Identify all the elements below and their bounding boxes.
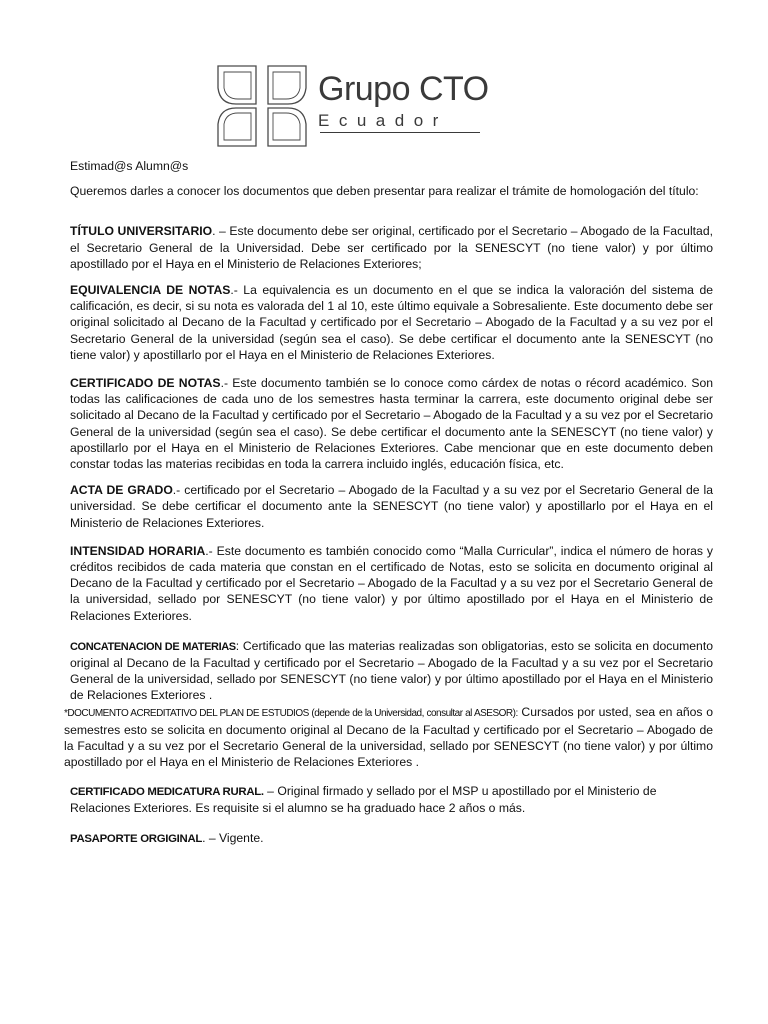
section-acta-grado (70, 482, 713, 531)
logo-title: Grupo CTO (318, 70, 489, 108)
section-certificado-notas (70, 375, 713, 472)
greeting: Estimad@s Alumn@s (70, 159, 189, 173)
logo-underline (320, 132, 480, 133)
letter-body (64, 158, 714, 847)
section-heading: *DOCUMENTO ACREDITATIVO DEL PLAN DE ESTUDIOS (depende de la Universidad, consultar al ASESOR): (64, 707, 518, 719)
section-intensidad-horaria (70, 543, 713, 624)
section-heading: INTENSIDAD HORARIA (70, 543, 206, 558)
section-text: .- Este documento también se lo conoce como cárdex de notas o récord académico. Son todas las calificaciones de cada uno de los semestres hasta terminar la carrera, este documento original debe ser solicitado al Decano de la Facultad y certificado por el Secretario – Abogado de la Facultad y a su vez por el Secretario General de la universidad (según sea el caso). Se debe certificar el documento ante la SENESCYT (no tiene valor) y apostillarlo por el Haya en el Ministerio de Relaciones Exteriores. Cabe mencionar que en este documento deben constar todas las materias recibidas en toda la carrera incluido inglés, educación física, etc. (70, 376, 713, 472)
section-text: .- La equivalencia es un documento en el que se indica la valoración del sistema de calificación, es decir, si su nota es valorada del 1 al 10, este último equivale a Sobresaliente. Este documento debe ser original solicitado al Decano de la Facultad y certificado por el Secretario – Abogado de la Facultad y a su vez por el Secretario General de la universidad (según sea el caso). Se debe certificar el documento ante la SENESCYT (no tiene valor) y apostillarlo por el Haya en el Ministerio de Relaciones Exteriores. (70, 283, 713, 362)
intro-paragraph: Queremos darles a conocer los documentos que deben presentar para realizar el trámite de homologación del título: (70, 184, 699, 199)
section-text: : Certificado que las materias realizadas son obligatorias, esto se solicita en documento original al Decano de la Facultad y certificado por el Secretario – Abogado de la Facultad y a su vez por el Secretario General de la universidad, sellado por SENESCYT (no tiene valor) y por último apostillado por el Haya en el Ministerio de Relaciones Exteriores . (70, 638, 713, 703)
section-heading: CERTIFICADO DE NOTAS (70, 376, 221, 391)
section-heading: EQUIVALENCIA DE NOTAS (70, 283, 231, 298)
section-equivalencia (70, 282, 713, 363)
grupo-cto-logo (216, 64, 489, 148)
section-text: . – Este documento debe ser original, certificado por el Secretario – Abogado de la Facultad, el Secretario General de la Universidad. Debe ser certificado por la SENESCYT (no tiene valor) y por último apostillado por el Haya en el Ministerio de Relaciones Exteriores; (70, 224, 713, 271)
section-heading: CONCATENACION DE MATERIAS (70, 640, 236, 653)
section-text: .- Este documento es también conocido como “Malla Curricular”, indica el número de horas y créditos recibidos de cada materia que constan en el certificado de Notas, esto se solicita en documento original al Decano de la Facultad y certificado por el Secretario – Abogado de la Facultad y a su vez por el Secretario General de la universidad, sellado por SENESCYT (no tiene valor) y por último apostillado por el Haya en el Ministerio de Relaciones Exteriores. (70, 543, 714, 623)
section-heading: CERTIFICADO MEDICATURA RURAL. (70, 785, 264, 798)
section-medicatura-rural (70, 783, 713, 816)
section-text: – Original firmado y sellado por el MSP u apostillado por el Ministerio de Relaciones Exteriores. Es requisite si el alumno se ha graduado hace 2 años o más. (70, 783, 657, 815)
section-titulo (70, 223, 713, 272)
four-petal-squares-icon (216, 64, 308, 148)
section-concatenacion (70, 638, 713, 704)
section-heading: TÍTULO UNIVERSITARIO (70, 224, 213, 239)
section-text: . – Vigente. (202, 830, 264, 845)
section-text: Cursados por usted, sea en años o semestres esto se solicita en documento original al Decano de la Facultad y certificado por el Secretario – Abogado de la Facultad y a su vez por el Secretario General de la universidad, sellado por SENESCYT (no tiene valor) y por último apostillado por el Haya en el Ministerio de Relaciones Exteriores . (64, 704, 713, 770)
section-documento-acreditativo (64, 704, 713, 771)
section-heading: ACTA DE GRADO (70, 483, 173, 498)
section-text: .- certificado por el Secretario – Abogado de la Facultad y a su vez por el Secretario General de la universidad. Se debe certificar el documento ante la SENESCYT (no tiene valor) y apostillarlo por el Haya en el Ministerio de Relaciones Exteriores. (70, 483, 713, 530)
section-heading: PASAPORTE ORGIGINAL (70, 832, 203, 845)
section-pasaporte (70, 830, 713, 847)
logo-subtitle: Ecuador (318, 111, 448, 130)
